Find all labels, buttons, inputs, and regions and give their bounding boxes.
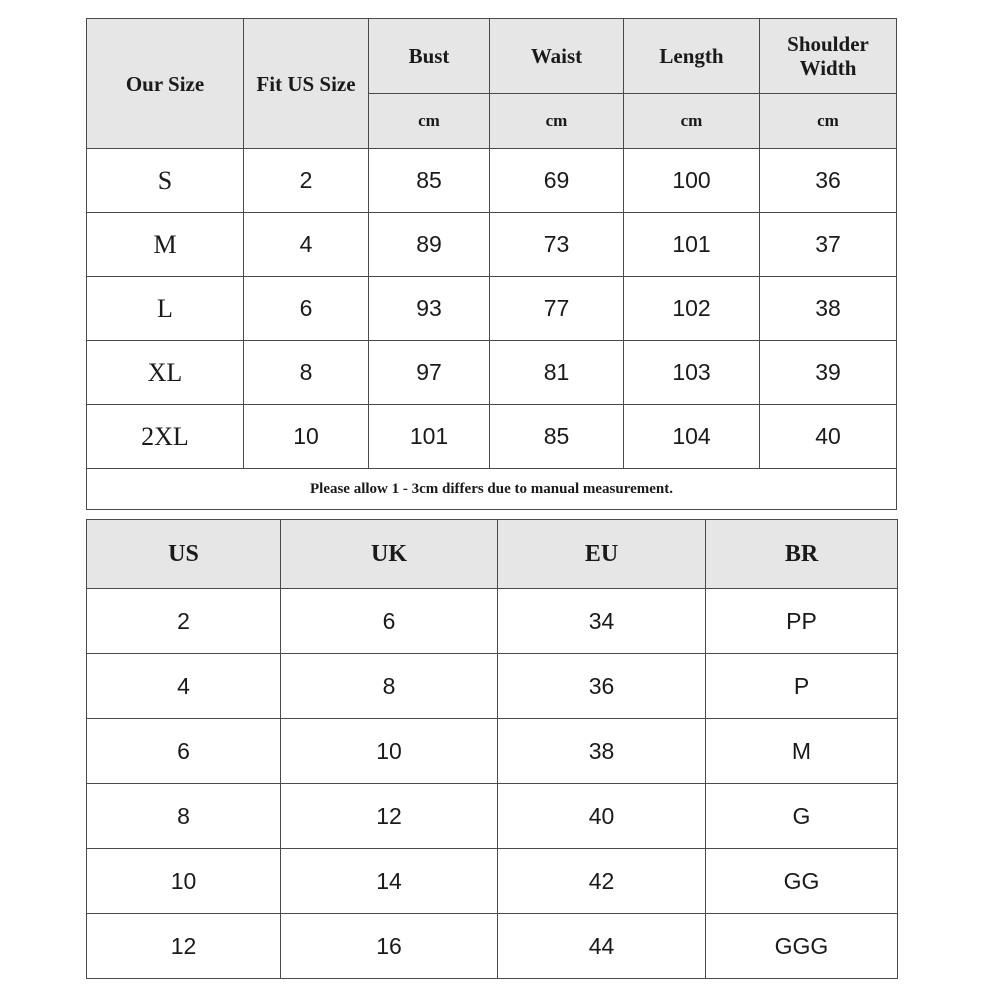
waist-cell: 81 xyxy=(490,341,624,405)
table-row xyxy=(87,849,898,914)
shoulder-cell: 38 xyxy=(760,277,897,341)
uk-cell: 16 xyxy=(281,914,498,979)
table-row xyxy=(87,719,898,784)
length-cell: 102 xyxy=(624,277,760,341)
uk-cell: 10 xyxy=(281,719,498,784)
uk-cell: 6 xyxy=(281,589,498,654)
us-cell: 10 xyxy=(87,849,281,914)
us-cell: 4 xyxy=(87,654,281,719)
br-cell: M xyxy=(706,719,898,784)
unit-shoulder: cm xyxy=(760,94,897,149)
unit-length: cm xyxy=(624,94,760,149)
eu-cell: 42 xyxy=(498,849,706,914)
table-row xyxy=(87,277,897,341)
shoulder-cell: 39 xyxy=(760,341,897,405)
size-cell: S xyxy=(87,149,244,213)
br-cell: P xyxy=(706,654,898,719)
header-fit-us-size: Fit US Size xyxy=(244,19,369,149)
length-cell: 104 xyxy=(624,405,760,469)
us-size-cell: 4 xyxy=(244,213,369,277)
length-cell: 100 xyxy=(624,149,760,213)
us-cell: 2 xyxy=(87,589,281,654)
br-cell: GGG xyxy=(706,914,898,979)
uk-cell: 12 xyxy=(281,784,498,849)
us-size-cell: 8 xyxy=(244,341,369,405)
conversion-header-row xyxy=(87,520,898,589)
size-conversion-table xyxy=(86,519,898,979)
bust-cell: 85 xyxy=(369,149,490,213)
us-size-cell: 6 xyxy=(244,277,369,341)
table-row xyxy=(87,784,898,849)
waist-cell: 69 xyxy=(490,149,624,213)
size-cell: L xyxy=(87,277,244,341)
table-row xyxy=(87,654,898,719)
unit-bust: cm xyxy=(369,94,490,149)
header-us: US xyxy=(87,520,281,589)
us-cell: 12 xyxy=(87,914,281,979)
header-br: BR xyxy=(706,520,898,589)
bust-cell: 97 xyxy=(369,341,490,405)
shoulder-cell: 40 xyxy=(760,405,897,469)
header-bust: Bust xyxy=(369,19,490,94)
shoulder-cell: 36 xyxy=(760,149,897,213)
table-row xyxy=(87,341,897,405)
length-cell: 103 xyxy=(624,341,760,405)
unit-waist: cm xyxy=(490,94,624,149)
eu-cell: 34 xyxy=(498,589,706,654)
bust-cell: 101 xyxy=(369,405,490,469)
br-cell: G xyxy=(706,784,898,849)
size-cell: XL xyxy=(87,341,244,405)
size-chart-table xyxy=(86,18,897,510)
size-chart-header-row xyxy=(87,19,897,94)
header-uk: UK xyxy=(281,520,498,589)
bust-cell: 93 xyxy=(369,277,490,341)
us-cell: 6 xyxy=(87,719,281,784)
size-cell: 2XL xyxy=(87,405,244,469)
eu-cell: 38 xyxy=(498,719,706,784)
uk-cell: 8 xyxy=(281,654,498,719)
size-cell: M xyxy=(87,213,244,277)
header-eu: EU xyxy=(498,520,706,589)
table-row xyxy=(87,149,897,213)
table-row xyxy=(87,405,897,469)
us-size-cell: 10 xyxy=(244,405,369,469)
waist-cell: 85 xyxy=(490,405,624,469)
conversion-chart-body xyxy=(87,589,898,979)
header-our-size: Our Size xyxy=(87,19,244,149)
header-shoulder-width: Shoulder Width xyxy=(760,19,897,94)
br-cell: GG xyxy=(706,849,898,914)
table-row xyxy=(87,213,897,277)
bust-cell: 89 xyxy=(369,213,490,277)
shoulder-cell: 37 xyxy=(760,213,897,277)
header-waist: Waist xyxy=(490,19,624,94)
header-length: Length xyxy=(624,19,760,94)
eu-cell: 40 xyxy=(498,784,706,849)
br-cell: PP xyxy=(706,589,898,654)
eu-cell: 44 xyxy=(498,914,706,979)
us-cell: 8 xyxy=(87,784,281,849)
measurement-note: Please allow 1 - 3cm differs due to manual measurement. xyxy=(87,469,897,510)
table-row xyxy=(87,589,898,654)
us-size-cell: 2 xyxy=(244,149,369,213)
waist-cell: 73 xyxy=(490,213,624,277)
size-chart-note-row xyxy=(87,469,897,510)
waist-cell: 77 xyxy=(490,277,624,341)
uk-cell: 14 xyxy=(281,849,498,914)
length-cell: 101 xyxy=(624,213,760,277)
table-row xyxy=(87,914,898,979)
eu-cell: 36 xyxy=(498,654,706,719)
size-chart-body xyxy=(87,149,897,469)
